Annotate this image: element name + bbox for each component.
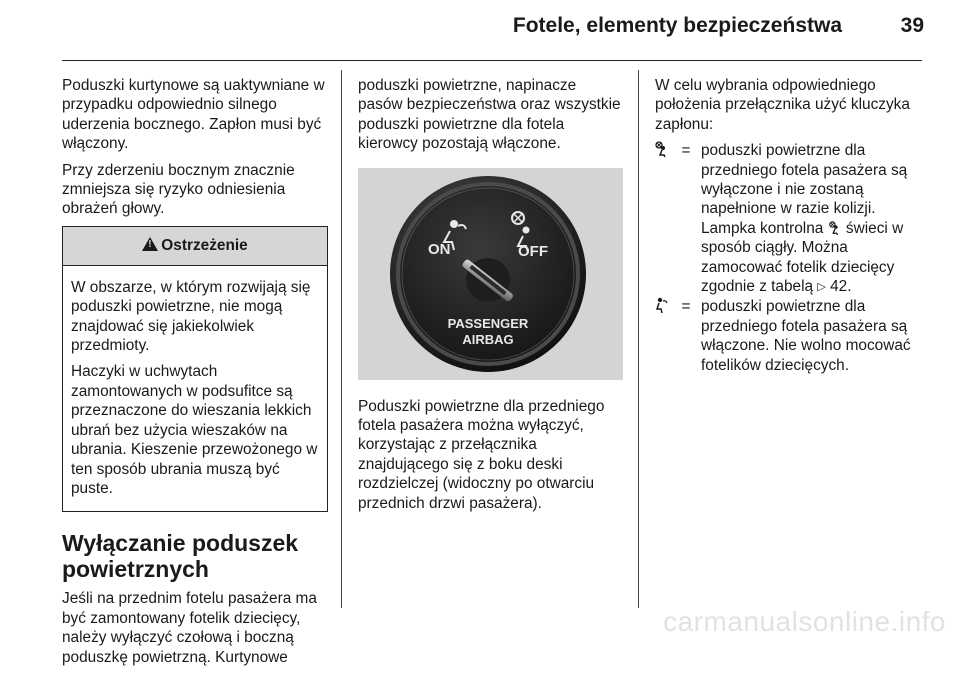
warning-triangle-icon bbox=[142, 237, 158, 251]
page-reference-arrow-icon: ▷ bbox=[817, 281, 826, 294]
list-item-airbag-on bbox=[655, 297, 925, 375]
section-heading: Wyłączanie poduszek powietrznych bbox=[62, 530, 299, 583]
list-item-text-part-b: świeci w sposób ciągły. Można zamocować fotelik dziecięcy zgodnie z tabelą bbox=[701, 219, 904, 296]
paragraph-continued: poduszki powietrzne, napinacze pasów bezpieczeństwa oraz wszystkie poduszki powietrzne dla fotela kierowcy pozostają włączone. bbox=[358, 77, 621, 153]
warning-body bbox=[63, 266, 327, 511]
warning-title: Ostrzeżenie bbox=[161, 236, 248, 254]
paragraph-intro: W celu wybrania odpowiedniego położenia przełącznika użyć kluczyka zapłonu: bbox=[655, 77, 910, 133]
warning-paragraph-2: Haczyki w uchwytach zamontowanych w podsufitce są przeznaczone do wieszania lekkich ubrań bez użycia wieszaków na ubrania. Kieszenie przewożonego w ten sposób ubrania muszą być puste. bbox=[71, 363, 318, 497]
list-item-text bbox=[701, 141, 925, 297]
header-divider bbox=[62, 60, 922, 61]
list-item-text: poduszki powietrzne dla przedniego fotela pasażera są włączone. Nie wolno mocować fotelików dziecięcych. bbox=[701, 298, 911, 374]
page-number: 39 bbox=[900, 14, 924, 37]
airbag-off-icon bbox=[655, 141, 671, 297]
airbag-off-inline-icon bbox=[828, 221, 842, 235]
airbag-on-icon bbox=[655, 297, 671, 375]
airbag-switch-photo bbox=[358, 168, 623, 380]
switch-label-passenger: PASSENGER bbox=[447, 315, 529, 331]
switch-label-airbag: AIRBAG bbox=[462, 331, 514, 347]
column-1 bbox=[62, 76, 328, 674]
column-2 bbox=[358, 76, 623, 520]
paragraph-curtain-airbags: Poduszki kurtynowe są uaktywniane w przypadku odpowiednio silnego uderzenia bocznego. Zapłon musi być włączony. bbox=[62, 77, 325, 153]
equals-sign: = bbox=[681, 298, 691, 316]
warning-header bbox=[63, 227, 327, 266]
column-3 bbox=[655, 76, 925, 375]
column-divider-2 bbox=[638, 70, 639, 608]
page-title: Fotele, elementy bezpieczeństwa bbox=[512, 14, 842, 37]
switch-label-on: ON bbox=[428, 240, 451, 258]
image-caption: Poduszki powietrzne dla przedniego fotela pasażera można wyłączyć, korzystając z przełącznika znajdującego się z boku deski rozdzielczej (widoczny po otwarciu przednich drzwi pasażera). bbox=[358, 397, 605, 512]
paragraph-child-seat: Jeśli na przednim fotelu pasażera ma być zamontowany fotelik dziecięcy, należy wyłączyć czołową i boczną poduszkę powietrzną. Kurtynowe bbox=[62, 590, 317, 666]
warning-paragraph-1: W obszarze, w którym rozwijają się poduszki powietrzne, nie mogą znajdować się jakiekolwiek przedmioty. bbox=[71, 278, 311, 355]
watermark: carmanualsonline.info bbox=[663, 606, 946, 637]
equals-sign: = bbox=[681, 142, 691, 160]
list-item-text-part-a: poduszki powietrzne dla przedniego fotela pasażera są wyłączone i nie zostaną napełnione w razie kolizji. Lampka kontrolna bbox=[701, 142, 908, 237]
page-reference[interactable]: 42. bbox=[830, 278, 852, 296]
list-item-airbag-off bbox=[655, 141, 925, 297]
paragraph-side-impact: Przy zderzeniu bocznym znacznie zmniejsza się ryzyko odniesienia obrażeń głowy. bbox=[62, 161, 295, 218]
column-divider-1 bbox=[341, 70, 342, 608]
warning-box bbox=[62, 226, 328, 512]
switch-label-off: OFF bbox=[518, 242, 548, 260]
